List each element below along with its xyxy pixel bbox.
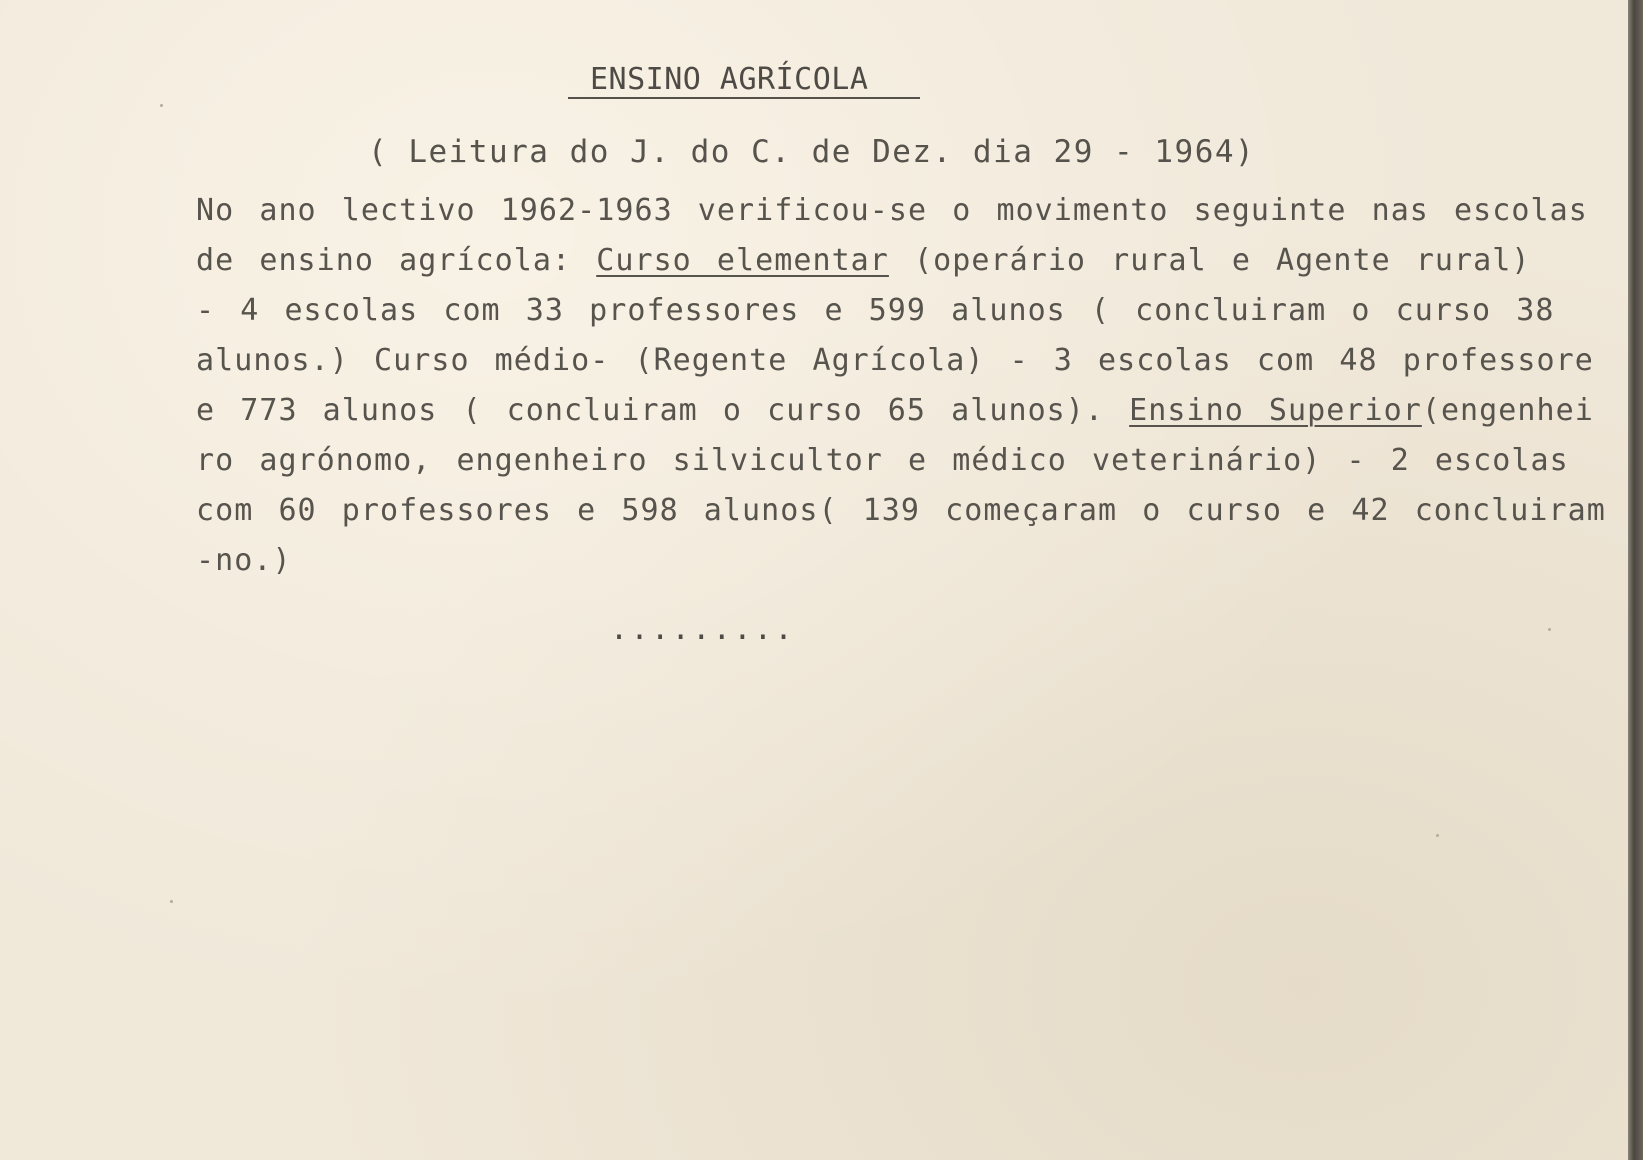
body-line-2 bbox=[196, 243, 1531, 278]
body-line-5-start: e 773 alunos ( concluiram o curso 65 alunos). bbox=[196, 393, 1130, 428]
body-line-3: - 4 escolas com 33 professores e 599 alunos ( concluiram o curso 38 bbox=[196, 293, 1555, 328]
paper-speck bbox=[1436, 834, 1439, 837]
paper-speck bbox=[170, 900, 173, 903]
curso-elementar-heading: Curso elementar bbox=[596, 243, 889, 278]
body-line-2-start: de ensino agrícola: bbox=[196, 243, 597, 278]
body-line-5-end: (engenhei bbox=[1421, 393, 1594, 428]
body-line-8: -no.) bbox=[196, 543, 292, 578]
body-line-5 bbox=[196, 393, 1594, 428]
body-line-6: ro agrónomo, engenheiro silvicultor e médico veterinário) - 2 escolas bbox=[196, 443, 1569, 478]
body-line-1: No ano lectivo 1962-1963 verificou-se o movimento seguinte nas escolas bbox=[196, 193, 1588, 228]
body-line-4: alunos.) Curso médio- (Regente Agrícola) - 3 escolas com 48 professore bbox=[196, 343, 1594, 378]
end-mark: ......... bbox=[610, 612, 796, 647]
title-underline bbox=[568, 97, 920, 99]
document-title: ENSINO AGRÍCOLA bbox=[590, 62, 869, 97]
paper-speck bbox=[160, 104, 163, 107]
paper-speck bbox=[1548, 628, 1551, 631]
document-subtitle: ( Leitura do J. do C. de Dez. dia 29 - 1964) bbox=[368, 134, 1256, 170]
body-line-7: com 60 professores e 598 alunos( 139 começaram o curso e 42 concluiram bbox=[196, 493, 1606, 528]
ensino-superior-heading: Ensino Superior bbox=[1129, 393, 1422, 428]
body-line-2-end: (operário rural e Agente rural) bbox=[888, 243, 1531, 278]
page-edge-shadow bbox=[1628, 0, 1643, 1160]
